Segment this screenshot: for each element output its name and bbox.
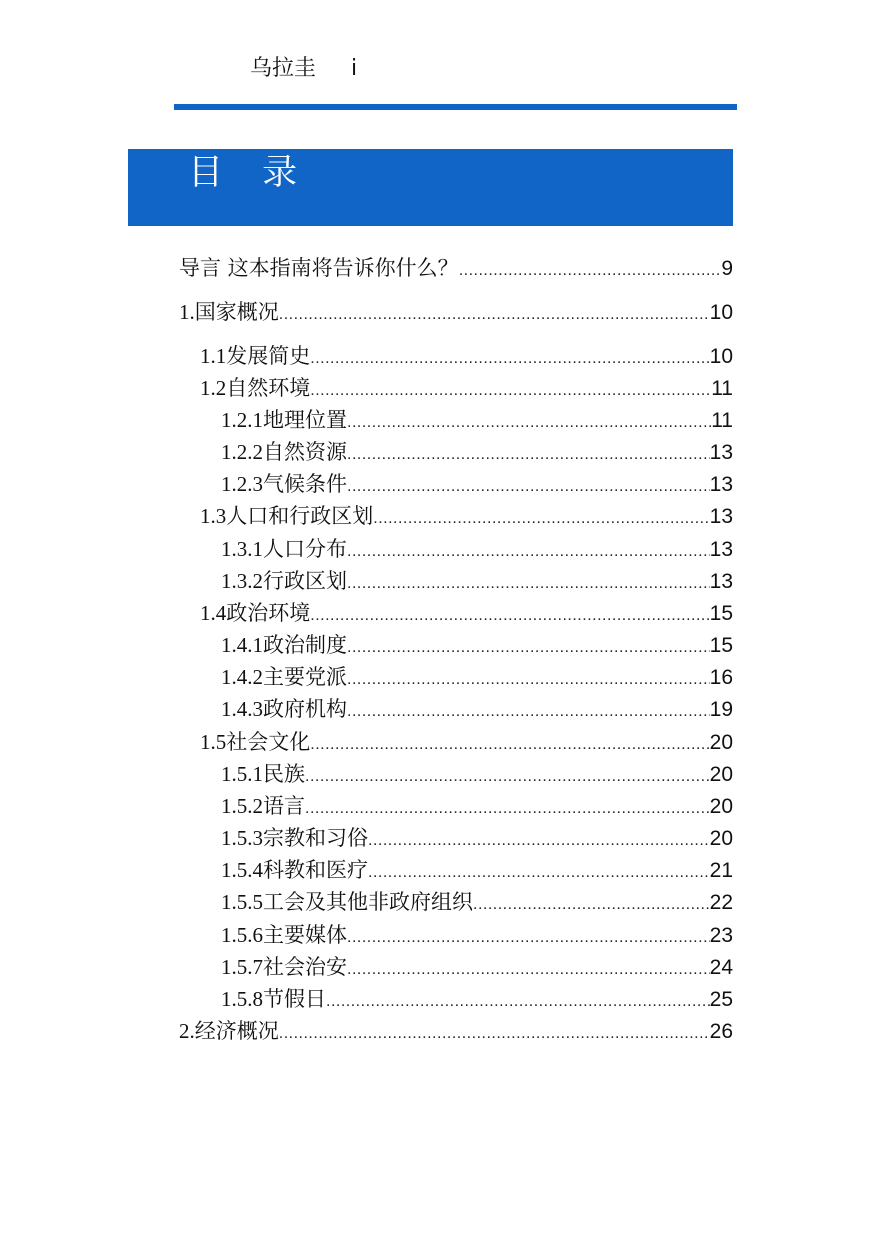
toc-entry-number: 1. — [179, 300, 195, 324]
toc-entry-number: 1.4.2 — [221, 665, 263, 689]
toc-entry-label: 科教和医疗 — [263, 858, 368, 882]
toc-entry-label: 政治制度 — [263, 633, 347, 657]
toc-entry-1-2-1[interactable] — [221, 405, 733, 435]
toc-entry-page: 20 — [709, 763, 733, 786]
toc-dot-leader — [347, 537, 710, 567]
toc-entry-label: 民族 — [263, 762, 305, 786]
toc-entry-label: 政府机构 — [263, 697, 347, 721]
toc-entry-1-5-8[interactable] — [221, 984, 733, 1014]
toc-entry-1-5-3[interactable] — [221, 823, 733, 853]
toc-entry-1-5-6[interactable] — [221, 920, 733, 950]
toc-entry-number: 1.5 — [200, 730, 227, 754]
toc-entry-page: 19 — [709, 698, 733, 721]
toc-entry-number: 1.3.1 — [221, 537, 263, 561]
running-header-page-number: i — [351, 56, 358, 81]
toc-entry-1-5-7[interactable] — [221, 952, 733, 982]
toc-entry-label: 主要党派 — [263, 665, 347, 689]
toc-entry-label: 发展简史 — [226, 344, 311, 368]
toc-entry-1-5-1[interactable] — [221, 759, 733, 789]
toc-entry-label: 人口分布 — [263, 537, 347, 561]
toc-dot-leader — [368, 826, 710, 856]
toc-entry-1-5-5[interactable] — [221, 887, 733, 917]
toc-entry-label: 宗教和习俗 — [263, 826, 368, 850]
toc-entry-label: 人口和行政区划 — [226, 504, 374, 528]
toc-entry-label: 导言 这本指南将告诉你什么？ — [179, 256, 459, 280]
toc-dot-leader — [279, 300, 710, 330]
toc-entry-number: 2. — [179, 1019, 195, 1043]
toc-entry-page: 13 — [709, 538, 733, 561]
toc-dot-leader — [326, 987, 710, 1017]
toc-dot-leader — [347, 665, 710, 695]
toc-entry-page: 22 — [709, 891, 733, 914]
toc-dot-leader — [347, 697, 710, 727]
toc-entry-label: 社会治安 — [263, 955, 347, 979]
toc-entry-label: 主要媒体 — [263, 923, 347, 947]
toc-entry-page: 20 — [709, 827, 733, 850]
toc-dot-leader — [347, 472, 710, 502]
toc-entry-1-2-3[interactable] — [221, 469, 733, 499]
toc-entry-page: 24 — [709, 956, 733, 979]
toc-entry-label: 地理位置 — [263, 408, 347, 432]
toc-entry-number: 1.4.1 — [221, 633, 263, 657]
toc-entry-label: 气候条件 — [263, 472, 347, 496]
toc-entry-1-1[interactable] — [200, 341, 733, 371]
toc-entry-number: 1.3.2 — [221, 569, 263, 593]
toc-entry-1-5-4[interactable] — [221, 855, 733, 885]
toc-entry-number: 1.5.3 — [221, 826, 263, 850]
header-rule — [174, 104, 737, 110]
toc-dot-leader — [347, 923, 710, 953]
toc-entry-1-4-1[interactable] — [221, 630, 733, 660]
toc-entry-number: 1.4.3 — [221, 697, 263, 721]
toc-entry-label: 自然环境 — [226, 376, 311, 400]
toc-dot-leader — [459, 256, 722, 286]
toc-dot-leader — [310, 376, 711, 406]
toc-entry-number: 1.2.1 — [221, 408, 263, 432]
toc-entry-number: 1.3 — [200, 504, 227, 528]
toc-dot-leader — [347, 440, 710, 470]
toc-entry-number: 1.2.3 — [221, 472, 263, 496]
toc-entry-1-3-1[interactable] — [221, 534, 733, 564]
toc-entry-label: 社会文化 — [226, 730, 311, 754]
toc-entry-page: 15 — [709, 602, 733, 625]
toc-entry-1-3-2[interactable] — [221, 566, 733, 596]
toc-dot-leader — [310, 601, 709, 631]
toc-entry-page: 20 — [709, 731, 733, 754]
toc-entry-label: 节假日 — [263, 987, 326, 1011]
toc-entry-page: 16 — [709, 666, 733, 689]
toc-entry-page: 10 — [709, 345, 733, 368]
toc-entry-page: 15 — [709, 634, 733, 657]
toc-entry-page: 11 — [711, 409, 733, 432]
toc-entry-page: 13 — [709, 505, 733, 528]
toc-dot-leader — [279, 1019, 710, 1049]
toc-dot-leader — [310, 730, 709, 760]
toc-dot-leader — [347, 408, 711, 438]
toc-entry-1-4-2[interactable] — [221, 662, 733, 692]
toc-dot-leader — [305, 762, 710, 792]
toc-entry-number: 1.4 — [200, 601, 227, 625]
toc-entry-1-4-3[interactable] — [221, 694, 733, 724]
toc-entry-label: 政治环境 — [226, 601, 311, 625]
toc-entry-1-4[interactable] — [200, 598, 733, 628]
toc-entry-page: 25 — [709, 988, 733, 1011]
toc-entry-number: 1.5.1 — [221, 762, 263, 786]
toc-entry-1-2[interactable] — [200, 373, 733, 403]
toc-dot-leader — [347, 569, 710, 599]
toc-dot-leader — [347, 955, 710, 985]
toc-entry-page: 20 — [709, 795, 733, 818]
toc-entry-page: 26 — [709, 1020, 733, 1043]
toc-entry-page: 23 — [709, 924, 733, 947]
toc-entry-page: 13 — [709, 473, 733, 496]
toc-entry-number: 1.2.2 — [221, 440, 263, 464]
toc-entry-1-2-2[interactable] — [221, 437, 733, 467]
toc-dot-leader — [373, 504, 709, 534]
toc-entry-page: 21 — [709, 859, 733, 882]
toc-dot-leader — [310, 344, 709, 374]
toc-entry-2[interactable] — [179, 1016, 733, 1046]
toc-entry-label: 行政区划 — [263, 569, 347, 593]
toc-entry-1[interactable] — [179, 297, 733, 327]
toc-dot-leader — [305, 794, 710, 824]
toc-entry-number: 1.5.6 — [221, 923, 263, 947]
toc-entry-label: 工会及其他非政府组织 — [263, 890, 473, 914]
running-header-country: 乌拉圭 — [250, 56, 317, 81]
toc-entry-number: 1.2 — [200, 376, 227, 400]
toc-entry-page: 9 — [721, 257, 733, 280]
toc-entry-number: 1.5.5 — [221, 890, 263, 914]
toc-entry-intro[interactable] — [179, 253, 733, 283]
toc-entry-number: 1.5.4 — [221, 858, 263, 882]
toc-entry-number: 1.5.2 — [221, 794, 263, 818]
toc-entry-page: 13 — [709, 570, 733, 593]
toc-entry-page: 13 — [709, 441, 733, 464]
toc-entry-label: 国家概况 — [194, 300, 279, 324]
toc-title: 目 录 — [188, 153, 312, 193]
toc-dot-leader — [473, 890, 710, 920]
toc-entry-1-3[interactable] — [200, 501, 733, 531]
toc-dot-leader — [347, 633, 710, 663]
toc-dot-leader — [368, 858, 710, 888]
toc-entry-page: 11 — [711, 377, 733, 400]
toc-entry-label: 自然资源 — [263, 440, 347, 464]
toc-entry-number: 1.5.8 — [221, 987, 263, 1011]
toc-entry-label: 语言 — [263, 794, 305, 818]
toc-entry-1-5-2[interactable] — [221, 791, 733, 821]
toc-entry-number: 1.1 — [200, 344, 227, 368]
toc-entry-label: 经济概况 — [194, 1019, 279, 1043]
toc-entry-1-5[interactable] — [200, 727, 733, 757]
toc-entry-page: 10 — [709, 301, 733, 324]
toc-entry-number: 1.5.7 — [221, 955, 263, 979]
